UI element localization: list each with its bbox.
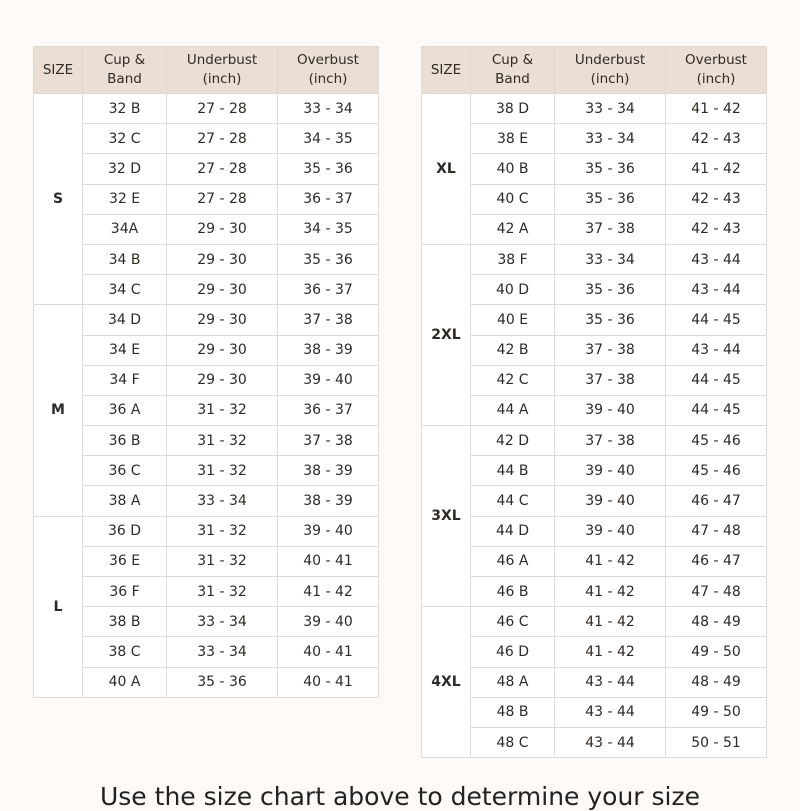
overbust-cell: 34 - 35	[278, 214, 379, 244]
overbust-cell: 40 - 41	[278, 546, 379, 576]
table-row	[422, 667, 767, 697]
overbust-cell: 38 - 39	[278, 486, 379, 516]
cup-band-cell: 40 D	[471, 275, 555, 305]
underbust-cell: 43 - 44	[555, 667, 666, 697]
cup-band-cell: 42 B	[471, 335, 555, 365]
cup-band-cell: 40 C	[471, 184, 555, 214]
table-row	[34, 486, 379, 516]
table-row	[34, 516, 379, 546]
underbust-cell: 43 - 44	[555, 727, 666, 757]
table-row	[34, 456, 379, 486]
table-row	[422, 154, 767, 184]
overbust-cell: 46 - 47	[666, 546, 767, 576]
underbust-cell: 31 - 32	[167, 516, 278, 546]
table-row	[34, 335, 379, 365]
overbust-cell: 36 - 37	[278, 275, 379, 305]
size-chart-body	[34, 94, 379, 698]
underbust-cell: 35 - 36	[167, 667, 278, 697]
cup-band-cell: 34 E	[83, 335, 167, 365]
table-row	[422, 486, 767, 516]
overbust-cell: 40 - 41	[278, 667, 379, 697]
cup-band-cell: 48 C	[471, 727, 555, 757]
underbust-cell: 35 - 36	[555, 275, 666, 305]
cup-band-cell: 32 B	[83, 94, 167, 124]
table-row	[422, 335, 767, 365]
table-row	[34, 577, 379, 607]
table-row	[34, 365, 379, 395]
overbust-cell: 35 - 36	[278, 244, 379, 274]
table-row	[34, 546, 379, 576]
table-row	[422, 395, 767, 425]
overbust-cell: 47 - 48	[666, 516, 767, 546]
underbust-cell: 33 - 34	[555, 244, 666, 274]
overbust-cell: 44 - 45	[666, 305, 767, 335]
table-row	[422, 577, 767, 607]
header-size: SIZE	[422, 47, 471, 94]
overbust-cell: 43 - 44	[666, 335, 767, 365]
table-row	[34, 124, 379, 154]
underbust-cell: 35 - 36	[555, 305, 666, 335]
cup-band-cell: 42 C	[471, 365, 555, 395]
overbust-cell: 35 - 36	[278, 154, 379, 184]
table-row	[34, 244, 379, 274]
cup-band-cell: 36 F	[83, 577, 167, 607]
underbust-cell: 41 - 42	[555, 546, 666, 576]
size-chart-table-left	[33, 46, 379, 698]
table-row	[34, 184, 379, 214]
cup-band-cell: 40 B	[471, 154, 555, 184]
underbust-cell: 37 - 38	[555, 335, 666, 365]
overbust-cell: 36 - 37	[278, 184, 379, 214]
cup-band-cell: 44 C	[471, 486, 555, 516]
underbust-cell: 35 - 36	[555, 154, 666, 184]
table-row	[34, 94, 379, 124]
overbust-cell: 44 - 45	[666, 395, 767, 425]
cup-band-cell: 44 A	[471, 395, 555, 425]
underbust-cell: 27 - 28	[167, 94, 278, 124]
underbust-cell: 31 - 32	[167, 426, 278, 456]
overbust-cell: 38 - 39	[278, 456, 379, 486]
underbust-cell: 37 - 38	[555, 214, 666, 244]
overbust-cell: 43 - 44	[666, 244, 767, 274]
underbust-cell: 33 - 34	[555, 94, 666, 124]
table-row	[422, 697, 767, 727]
underbust-cell: 29 - 30	[167, 305, 278, 335]
cup-band-cell: 36 C	[83, 456, 167, 486]
cup-band-cell: 36 E	[83, 546, 167, 576]
header-overbust: Overbust (inch)	[278, 47, 379, 94]
overbust-cell: 40 - 41	[278, 637, 379, 667]
cup-band-cell: 34 C	[83, 275, 167, 305]
underbust-cell: 41 - 42	[555, 607, 666, 637]
overbust-cell: 34 - 35	[278, 124, 379, 154]
header-cup-band: Cup & Band	[83, 47, 167, 94]
overbust-cell: 39 - 40	[278, 365, 379, 395]
overbust-cell: 41 - 42	[666, 154, 767, 184]
table-row	[422, 124, 767, 154]
table-row	[422, 305, 767, 335]
table-row	[34, 305, 379, 335]
underbust-cell: 39 - 40	[555, 456, 666, 486]
cup-band-cell: 38 F	[471, 244, 555, 274]
cup-band-cell: 42 A	[471, 214, 555, 244]
size-chart-instruction: Use the size chart above to determine your size	[99, 782, 700, 811]
underbust-cell: 39 - 40	[555, 486, 666, 516]
underbust-cell: 41 - 42	[555, 577, 666, 607]
size-label: 3XL	[422, 426, 471, 607]
overbust-cell: 37 - 38	[278, 426, 379, 456]
cup-band-cell: 36 B	[83, 426, 167, 456]
underbust-cell: 29 - 30	[167, 244, 278, 274]
underbust-cell: 35 - 36	[555, 184, 666, 214]
cup-band-cell: 32 D	[83, 154, 167, 184]
underbust-cell: 37 - 38	[555, 365, 666, 395]
cup-band-cell: 34 F	[83, 365, 167, 395]
cup-band-cell: 46 B	[471, 577, 555, 607]
underbust-cell: 33 - 34	[167, 486, 278, 516]
overbust-cell: 48 - 49	[666, 607, 767, 637]
underbust-cell: 41 - 42	[555, 637, 666, 667]
overbust-cell: 42 - 43	[666, 124, 767, 154]
header-row	[34, 47, 379, 94]
underbust-cell: 43 - 44	[555, 697, 666, 727]
table-row	[422, 94, 767, 124]
underbust-cell: 31 - 32	[167, 456, 278, 486]
underbust-cell: 29 - 30	[167, 214, 278, 244]
overbust-cell: 42 - 43	[666, 184, 767, 214]
overbust-cell: 48 - 49	[666, 667, 767, 697]
table-row	[422, 244, 767, 274]
table-row	[34, 214, 379, 244]
size-label: 2XL	[422, 244, 471, 425]
underbust-cell: 27 - 28	[167, 184, 278, 214]
underbust-cell: 31 - 32	[167, 577, 278, 607]
underbust-cell: 29 - 30	[167, 275, 278, 305]
underbust-cell: 37 - 38	[555, 426, 666, 456]
cup-band-cell: 44 B	[471, 456, 555, 486]
cup-band-cell: 36 A	[83, 395, 167, 425]
size-chart-table-right	[421, 46, 767, 758]
cup-band-cell: 40 E	[471, 305, 555, 335]
cup-band-cell: 44 D	[471, 516, 555, 546]
overbust-cell: 42 - 43	[666, 214, 767, 244]
table-row	[422, 546, 767, 576]
table-row	[422, 456, 767, 486]
overbust-cell: 38 - 39	[278, 335, 379, 365]
cup-band-cell: 48 B	[471, 697, 555, 727]
table-row	[422, 184, 767, 214]
table-row	[34, 637, 379, 667]
overbust-cell: 49 - 50	[666, 697, 767, 727]
table-row	[422, 275, 767, 305]
underbust-cell: 27 - 28	[167, 154, 278, 184]
table-row	[422, 727, 767, 757]
overbust-cell: 39 - 40	[278, 607, 379, 637]
table-row	[34, 667, 379, 697]
underbust-cell: 29 - 30	[167, 365, 278, 395]
cup-band-cell: 34A	[83, 214, 167, 244]
overbust-cell: 39 - 40	[278, 516, 379, 546]
cup-band-cell: 46 A	[471, 546, 555, 576]
cup-band-cell: 32 E	[83, 184, 167, 214]
size-label: XL	[422, 94, 471, 245]
cup-band-cell: 32 C	[83, 124, 167, 154]
cup-band-cell: 34 B	[83, 244, 167, 274]
header-underbust: Underbust (inch)	[167, 47, 278, 94]
overbust-cell: 50 - 51	[666, 727, 767, 757]
overbust-cell: 37 - 38	[278, 305, 379, 335]
size-chart-body	[422, 94, 767, 758]
overbust-cell: 33 - 34	[278, 94, 379, 124]
overbust-cell: 41 - 42	[666, 94, 767, 124]
table-row	[422, 516, 767, 546]
underbust-cell: 27 - 28	[167, 124, 278, 154]
overbust-cell: 45 - 46	[666, 456, 767, 486]
header-cup-band: Cup & Band	[471, 47, 555, 94]
table-row	[34, 426, 379, 456]
header-row	[422, 47, 767, 94]
cup-band-cell: 48 A	[471, 667, 555, 697]
table-row	[34, 607, 379, 637]
underbust-cell: 29 - 30	[167, 335, 278, 365]
table-row	[422, 426, 767, 456]
cup-band-cell: 38 A	[83, 486, 167, 516]
table-row	[34, 395, 379, 425]
cup-band-cell: 38 B	[83, 607, 167, 637]
cup-band-cell: 34 D	[83, 305, 167, 335]
table-row	[34, 154, 379, 184]
size-label: M	[34, 305, 83, 516]
overbust-cell: 47 - 48	[666, 577, 767, 607]
cup-band-cell: 38 E	[471, 124, 555, 154]
underbust-cell: 39 - 40	[555, 395, 666, 425]
cup-band-cell: 36 D	[83, 516, 167, 546]
underbust-cell: 33 - 34	[555, 124, 666, 154]
underbust-cell: 39 - 40	[555, 516, 666, 546]
cup-band-cell: 42 D	[471, 426, 555, 456]
size-label: L	[34, 516, 83, 697]
overbust-cell: 41 - 42	[278, 577, 379, 607]
cup-band-cell: 38 C	[83, 637, 167, 667]
table-row	[422, 214, 767, 244]
underbust-cell: 33 - 34	[167, 637, 278, 667]
underbust-cell: 31 - 32	[167, 395, 278, 425]
overbust-cell: 46 - 47	[666, 486, 767, 516]
cup-band-cell: 46 C	[471, 607, 555, 637]
underbust-cell: 33 - 34	[167, 607, 278, 637]
cup-band-cell: 40 A	[83, 667, 167, 697]
table-row	[34, 275, 379, 305]
overbust-cell: 45 - 46	[666, 426, 767, 456]
overbust-cell: 49 - 50	[666, 637, 767, 667]
overbust-cell: 44 - 45	[666, 365, 767, 395]
header-overbust: Overbust (inch)	[666, 47, 767, 94]
header-underbust: Underbust (inch)	[555, 47, 666, 94]
size-label: 4XL	[422, 607, 471, 758]
table-row	[422, 607, 767, 637]
overbust-cell: 43 - 44	[666, 275, 767, 305]
cup-band-cell: 46 D	[471, 637, 555, 667]
overbust-cell: 36 - 37	[278, 395, 379, 425]
underbust-cell: 31 - 32	[167, 546, 278, 576]
table-row	[422, 365, 767, 395]
size-label: S	[34, 94, 83, 305]
header-size: SIZE	[34, 47, 83, 94]
cup-band-cell: 38 D	[471, 94, 555, 124]
table-row	[422, 637, 767, 667]
